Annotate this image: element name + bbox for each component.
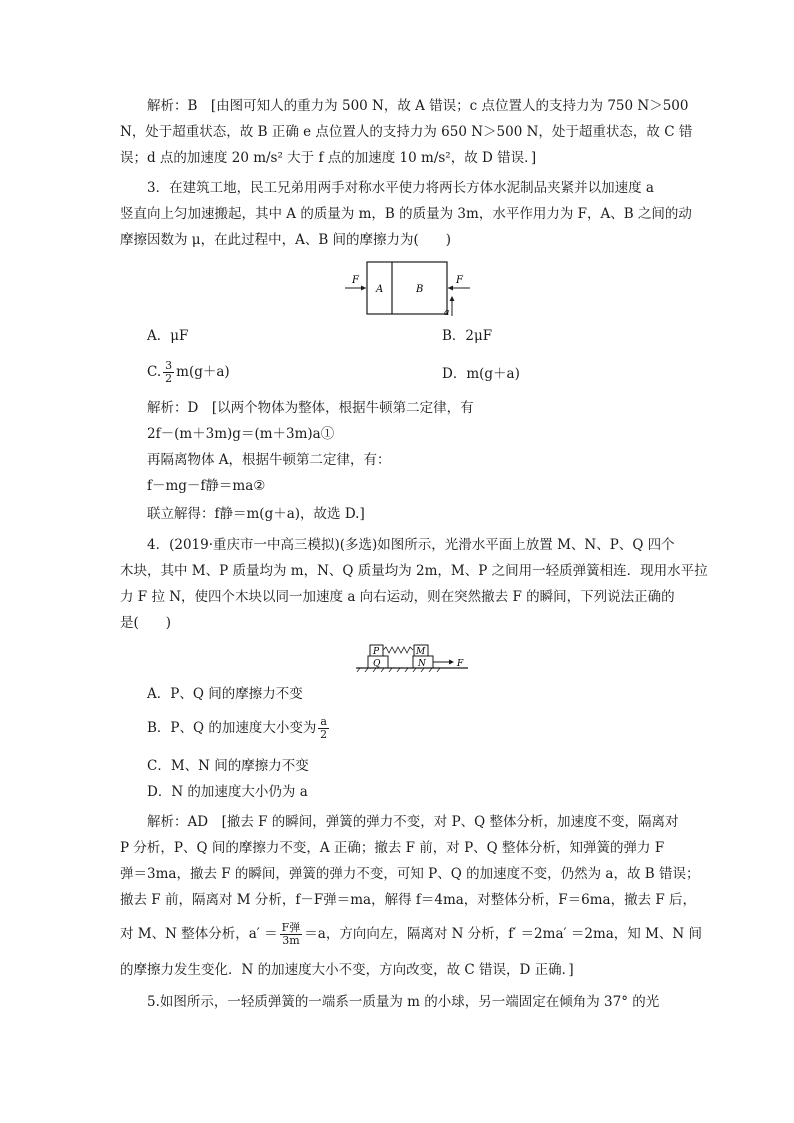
label-a: a	[444, 308, 450, 318]
q4-analysis-line-5	[120, 922, 702, 947]
q4-stem-line-4: 是( )	[120, 615, 172, 631]
q2-analysis-line-3: 误；d 点的加速度 20 m/s² 大于 f 点的加速度 10 m/s²，故 D 错误．]	[120, 150, 537, 166]
q3-analysis-line-1: 解析：D [以两个物体为整体，根据牛顿第二定律，有	[147, 400, 474, 416]
q4-stem-line-3: 力 F 拉 N，使四个木块以同一加速度 a 向右运动，则在突然撤去 F 的瞬间，下列说法正确的	[120, 589, 675, 605]
label-A: A	[376, 284, 384, 295]
q4-block-diagram	[356, 640, 468, 674]
q3-stem-line-1: 3．在建筑工地，民工兄弟用两手对称水平使力将两长方体水泥制品夹紧并以加速度 a	[147, 180, 654, 196]
q3-stem-line-3: 摩擦因数为 μ，在此过程中，A、B 间的摩擦力为( )	[120, 232, 452, 248]
label-F: F	[457, 659, 464, 669]
label-P: P	[373, 647, 380, 657]
label-F-left: F	[352, 275, 359, 286]
label-M: M	[416, 647, 426, 657]
q3-analysis-line-3: 联立解得：f静＝m(g＋a)，故选 D.]	[147, 506, 365, 522]
q2-analysis-line-1: 解析：B [由图可知人的重力为 500 N，故 A 错误；c 点位置人的支持力为 750 N＞500	[147, 98, 689, 114]
q4-analysis-line-2: P 分析，P、Q 间的摩擦力不变，A 正确；撤去 F 前，对 P、Q 整体分析，知弹簧的弹力 F	[120, 840, 665, 856]
q3-equation-2: f－mg－f静＝ma②	[147, 478, 266, 494]
q3-equation-1: 2f－(m＋3m)g＝(m＋3m)a①	[147, 426, 335, 442]
fraction-denominator: 3m	[282, 934, 300, 947]
q4-analysis-fraction	[280, 922, 303, 947]
fraction-denominator: 2	[320, 728, 328, 741]
q4-analysis-line-5-prefix: 对 M、N 整体分析，a′ ＝	[120, 926, 278, 942]
q3-option-c-suffix: m(g＋a)	[176, 364, 230, 380]
q4-stem-line-2: 木块，其中 M、P 质量均为 m，N、Q 质量均为 2m，M、P 之间用一轻质弹簧相连．现用水平拉	[120, 563, 708, 579]
q3-block-diagram	[340, 258, 480, 318]
q3-option-c-fraction	[163, 360, 174, 385]
q3-option-b: B．2μF	[442, 328, 493, 344]
pull-force-arrowhead	[449, 660, 454, 665]
q4-analysis-line-6: 的摩擦力发生变化．N 的加速度大小不变，方向改变，故 C 错误，D 正确．]	[120, 962, 574, 978]
q2-analysis-line-2: N，处于超重状态，故 B 正确 e 点位置人的支持力为 650 N＞500 N，处于超重状态，故 C 错	[120, 124, 693, 140]
fraction-numerator: a	[320, 715, 327, 728]
q4-analysis-line-5-suffix: ＝a，方向向左，隔离对 N 分析，f′ ＝2ma′ ＝2ma，知 M、N 间	[304, 926, 703, 942]
q3-option-d: D．m(g＋a)	[442, 366, 520, 382]
q3-option-c-prefix: C.	[147, 364, 162, 380]
label-F-right: F	[456, 275, 463, 286]
fraction-numerator: 3	[165, 359, 173, 372]
force-arrowhead-left	[361, 286, 366, 291]
q4-option-b-prefix: B．P、Q 的加速度大小变为	[147, 720, 317, 736]
q3-stem-line-2: 竖直向上匀加速搬起，其中 A 的质量为 m，B 的质量为 3m，水平作用力为 F，A、B 之间的动	[120, 206, 692, 222]
q4-analysis-line-4: 撤去 F 前，隔离对 M 分析，f－F弹＝ma，解得 f＝4ma，对整体分析，F＝6ma，撤去 F 后，	[120, 892, 697, 908]
q3-option-a: A．μF	[147, 328, 189, 344]
label-Q: Q	[373, 659, 381, 669]
q4-analysis-line-3: 弹＝3ma，撤去 F 的瞬间，弹簧的弹力不变，可知 P、Q 的加速度不变，仍然为 a，故 B 错误；	[120, 866, 700, 882]
q3-option-c	[147, 360, 230, 385]
q4-stem-line-1: 4．(2019·重庆市一中高三模拟)(多选)如图所示，光滑水平面上放置 M、N、P、Q 四个	[147, 537, 675, 553]
q4-option-a: A．P、Q 间的摩擦力不变	[147, 686, 303, 702]
fraction-numerator: F弹	[281, 921, 301, 934]
fraction-denominator: 2	[165, 372, 173, 385]
q4-option-b	[147, 716, 331, 741]
q3-analysis-line-2: 再隔离物体 A，根据牛顿第二定律，有：	[147, 452, 391, 468]
q4-option-d: D．N 的加速度大小仍为 a	[147, 784, 308, 800]
q4-option-c: C．M、N 间的摩擦力不变	[147, 758, 309, 774]
q4-analysis-line-1: 解析：AD [撤去 F 的瞬间，弹簧的弹力不变，对 P、Q 整体分析，加速度不变，隔离对	[147, 814, 679, 830]
force-arrowhead-right	[448, 286, 453, 291]
spring	[383, 647, 413, 653]
label-B: B	[416, 284, 424, 295]
accel-arrowhead	[450, 296, 455, 301]
q5-stem-line-1: 5.如图所示，一轻质弹簧的一端系一质量为 m 的小球，另一端固定在倾角为 37° 的光	[147, 994, 660, 1010]
label-N: N	[418, 659, 426, 669]
q4-option-b-fraction	[318, 716, 329, 741]
